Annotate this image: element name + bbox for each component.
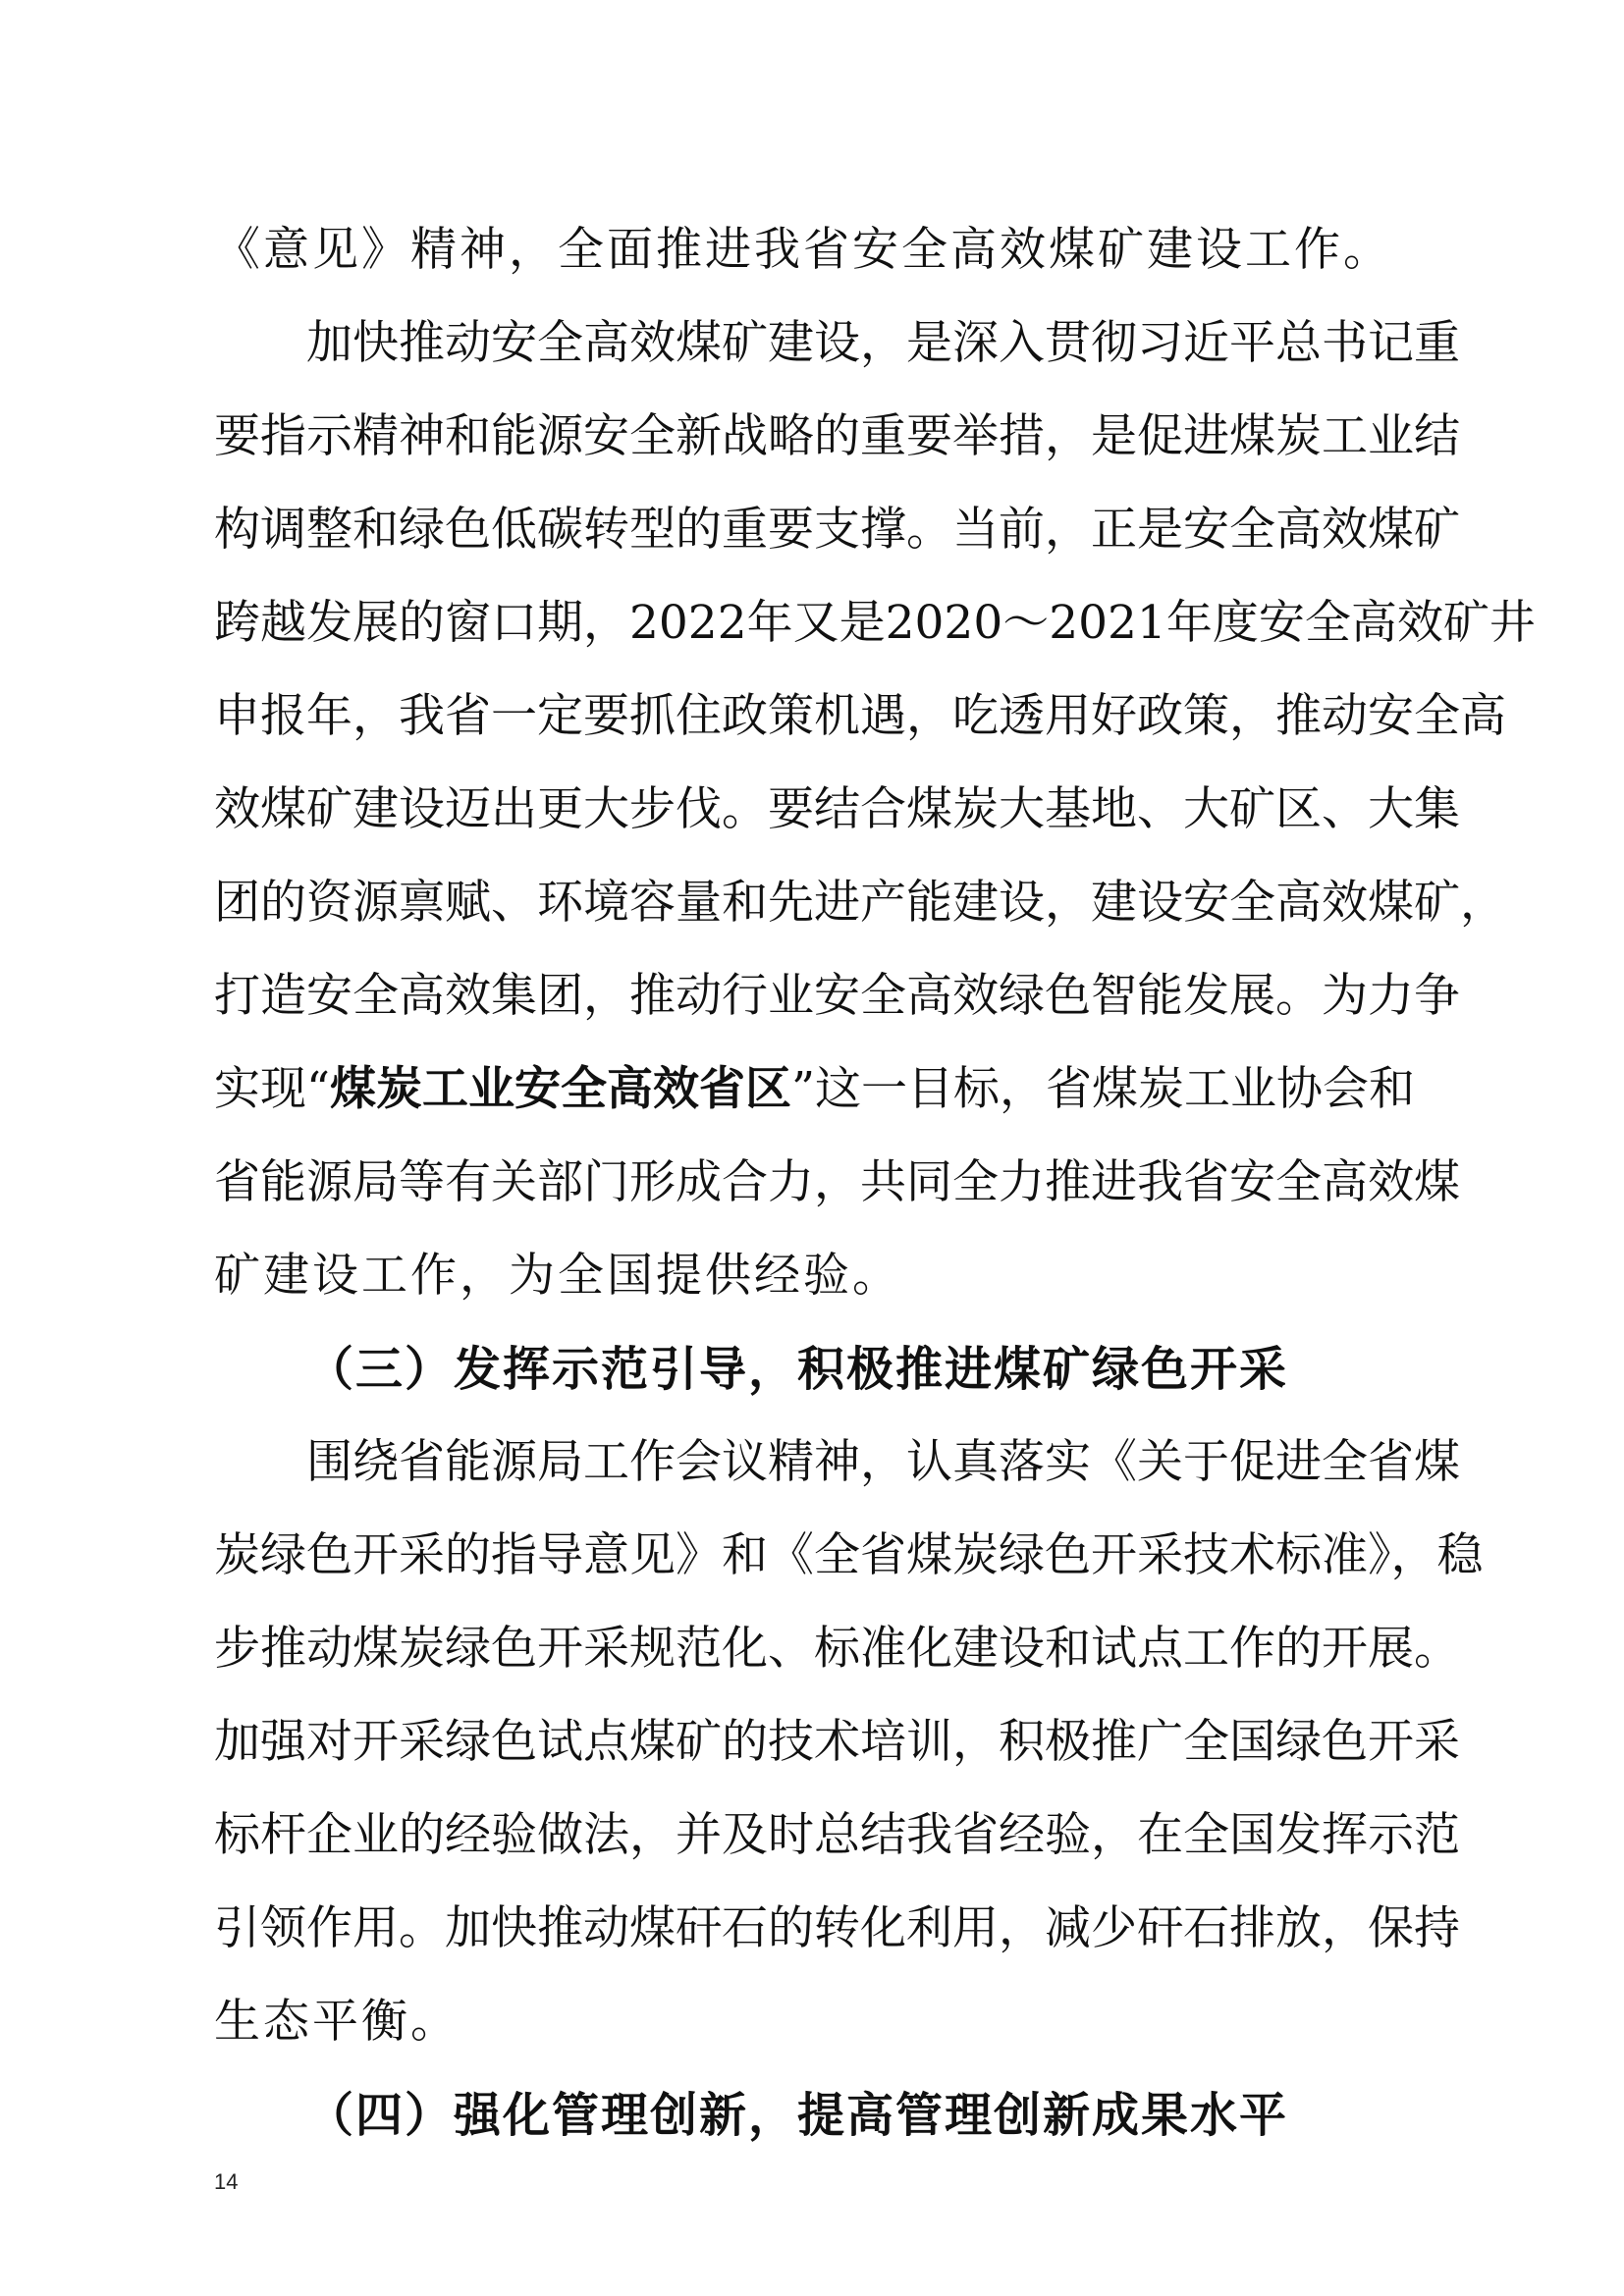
paragraph-line: 标杆企业的经验做法，并及时总结我省经验，在全国发挥示范 <box>214 1808 1460 1862</box>
paragraph-line: 效煤矿建设迈出更大步伐。要结合煤炭大基地、大矿区、大集 <box>214 782 1460 836</box>
paragraph-line-with-emphasis <box>214 1060 1416 1119</box>
section-heading: （三）发挥示范引导，积极推进煤矿绿色开采 <box>306 1342 1289 1397</box>
paragraph-line: 生态平衡。 <box>214 1995 460 2049</box>
emphasis-text: 煤炭工业安全高效省区 <box>330 1062 792 1116</box>
paragraph-line: 跨越发展的窗口期，2022年又是2020～2021年度安全高效矿井 <box>214 596 1536 650</box>
page-number: 14 <box>214 2169 239 2194</box>
text-segment: ”这一目标，省煤炭工业协会和 <box>791 1062 1416 1116</box>
paragraph-line: 引领作用。加快推动煤矸石的转化利用，减少矸石排放，保持 <box>214 1901 1460 1955</box>
paragraph-line: 《意见》精神，全面推进我省安全高效煤矿建设工作。 <box>214 223 1392 277</box>
paragraph-line: 步推动煤炭绿色开采规范化、标准化建设和试点工作的开展。 <box>214 1622 1460 1676</box>
text-segment: 实现“ <box>214 1062 331 1116</box>
paragraph-line: 构调整和绿色低碳转型的重要支撑。当前，正是安全高效煤矿 <box>214 503 1460 557</box>
paragraph-line: 团的资源禀赋、环境容量和先进产能建设，建设安全高效煤矿， <box>214 876 1506 930</box>
paragraph-line: 加快推动安全高效煤矿建设，是深入贯彻习近平总书记重 <box>306 316 1460 370</box>
paragraph-line: 加强对开采绿色试点煤矿的技术培训，积极推广全国绿色开采 <box>214 1715 1460 1769</box>
paragraph-line: 申报年，我省一定要抓住政策机遇，吃透用好政策，推动安全高 <box>214 689 1506 743</box>
section-heading: （四）强化管理创新，提高管理创新成果水平 <box>306 2088 1289 2143</box>
paragraph-line: 炭绿色开采的指导意见》和《全省煤炭绿色开采技术标准》，稳 <box>214 1528 1484 1582</box>
paragraph-line: 要指示精神和能源安全新战略的重要举措，是促进煤炭工业结 <box>214 409 1460 463</box>
paragraph-line: 围绕省能源局工作会议精神，认真落实《关于促进全省煤 <box>306 1435 1460 1489</box>
paragraph-line: 省能源局等有关部门形成合力，共同全力推进我省安全高效煤 <box>214 1155 1460 1209</box>
paragraph-line: 矿建设工作，为全国提供经验。 <box>214 1249 901 1303</box>
paragraph-line: 打造安全高效集团，推动行业安全高效绿色智能发展。为力争 <box>214 969 1460 1023</box>
